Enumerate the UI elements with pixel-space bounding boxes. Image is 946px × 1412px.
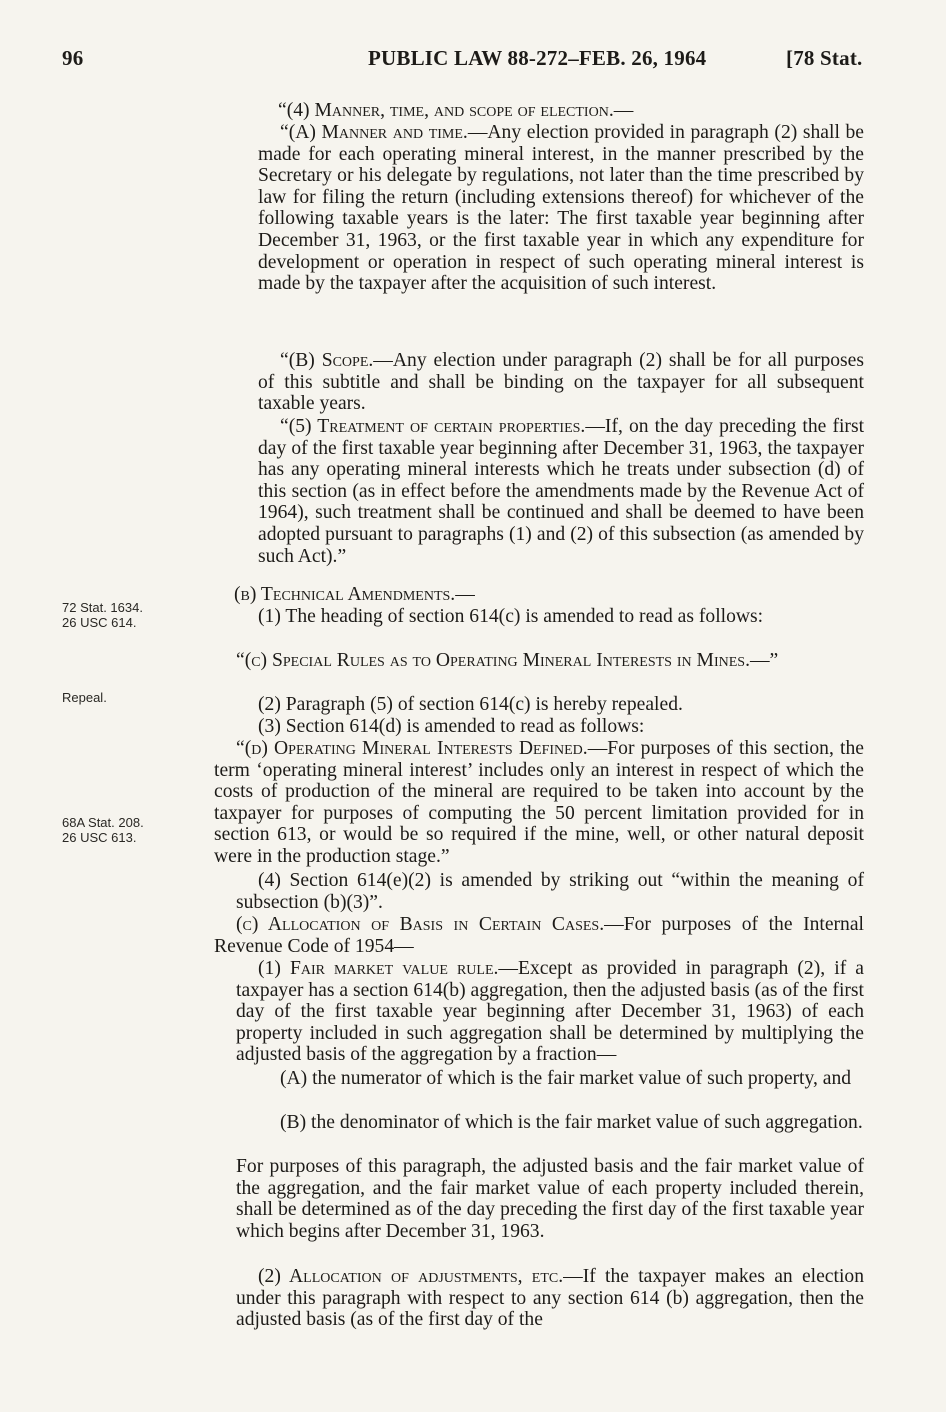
subheading: (2) Allocation of adjustments, etc. [258,1266,564,1287]
clause-b-denominator: (B) the denominator of which is the fair market value of such aggregation. [280,1112,863,1133]
adjusted-basis-note: For purposes of this paragraph, the adjusted basis and the fair market value of the aggregation, and the fair market value of each property included therein, shall be determined as of the day preceding the first day of the first taxable year which begins after December 31, 1963. [236,1156,864,1242]
subheading: (c) Allocation of Basis in Certain Cases. [236,914,605,935]
margin-note-stat-1634: 72 Stat. 1634. 26 USC 614. [62,600,143,630]
definition-d: “(d) Operating Mineral Interests Defined.—For purposes of this section, the term ‘operating mineral interest’ includes only an interest in respect of which the costs of production of the mineral are required to be taken into account by the taxpayer for purposes of computing the 50 percent limitation provided for in section 613, or would be so required if the mine, well, or other natural deposit were in the production stage.” [214,738,864,867]
amendment-4: (4) Section 614(e)(2) is amended by striking out “within the meaning of subsection (b)(3)”. [236,870,864,913]
amendment-1: (1) The heading of section 614(c) is amended to read as follows: [258,606,764,627]
stat-reference: [78 Stat. [786,46,863,70]
paragraph-5-treatment: “(5) Treatment of certain properties.—If, on the day preceding the first day of the first taxable year beginning after December 31, 1963, the taxpayer has any operating mineral interests which he treats under subsection (d) of this section (as in effect before the amendments made by the Revenue Act of 1964), such treatment shall be continued and shall be deemed to have been adopted pursuant to paragraphs (1) and (2) of this subsection (as amended by such Act).” [258,416,865,567]
subheading: “(d) Operating Mineral Interests Defined. [236,738,588,759]
fair-market-value-rule: (1) Fair market value rule.—Except as provided in paragraph (2), if a taxpayer has a section 614(b) aggregation, then the adjusted basis (as of the first day of the first taxable year beginning after December 31, 1963) of each property included in such aggregation shall be determined by multiplying the adjusted basis of the aggregation by a fraction— [236,958,865,1066]
section-4-heading: “(4) Manner, time, and scope of election.— [278,100,634,121]
clause-a-numerator: (A) the numerator of which is the fair market value of such property, and [280,1068,852,1089]
amendment-2: (2) Paragraph (5) of section 614(c) is hereby repealed. [258,694,683,715]
paragraph-b-scope: “(B) Scope.—Any election under paragraph (2) shall be for all purposes of this subtitle and shall be binding on the taxpayer for all subsequent taxable years. [258,350,864,415]
amendment-3: (3) Section 614(d) is amended to read as follows: [258,716,645,737]
running-title: PUBLIC LAW 88-272–FEB. 26, 1964 [368,46,707,70]
subsection-b-heading: (b) Technical Amendments.— [234,584,475,605]
margin-note-repeal: Repeal. [62,690,107,705]
margin-note-stat-208: 68A Stat. 208. 26 USC 613. [62,815,144,845]
paragraph-a-manner-time: “(A) Manner and time.—Any election provided in paragraph (2) shall be made for each operating mineral interest, in the manner prescribed by the Secretary or his delegate by regulations, not later than the time prescribed by law for filing the return (including extensions thereof) for whichever of the following taxable years is the later: The first taxable year beginning after December 31, 1963, or the first taxable year in which any expenditure for development or operation in respect of such operating mineral interest is made by the taxpayer after the acquisition of such interest. [258,122,864,295]
page-number: 96 [62,46,84,70]
subsection-c-allocation: (c) Allocation of Basis in Certain Cases.—For purposes of the Internal Revenue Code of 1954— [214,914,864,957]
subheading: (1) Fair market value rule. [258,958,499,979]
subheading: “(B) Scope. [280,350,374,371]
subheading: “(A) Manner and time. [280,122,468,143]
allocation-of-adjustments: (2) Allocation of adjustments, etc.—If the taxpayer makes an election under this paragraph with respect to any section 614 (b) aggregation, then the adjusted basis (as of the first day of the [236,1266,864,1331]
amended-heading: “(c) Special Rules as to Operating Mineral Interests in Mines.—” [236,650,779,671]
subheading: “(5) Treatment of certain properties. [280,416,586,437]
